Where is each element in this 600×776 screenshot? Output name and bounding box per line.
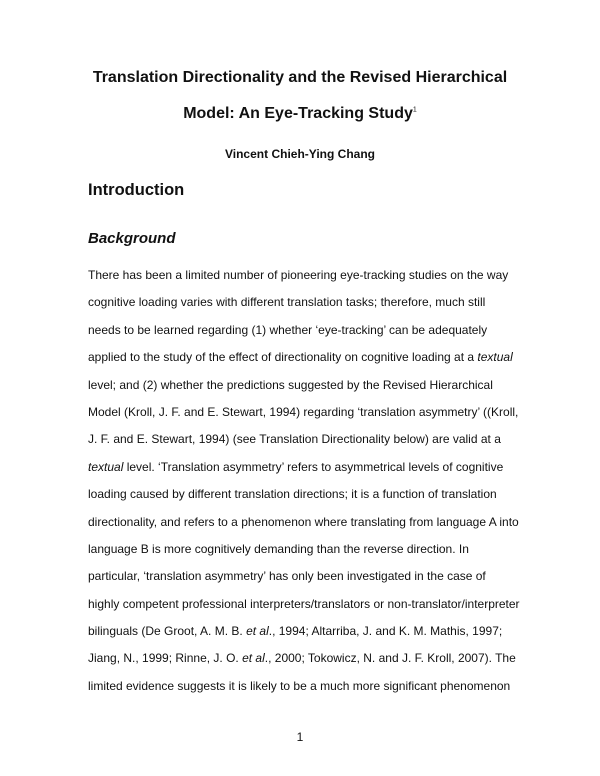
section-heading: Introduction (88, 181, 185, 199)
text-run: J. F. and E. Stewart, 1994) (see Translation Directionality below) are valid at a (88, 432, 501, 447)
body-line (88, 289, 528, 316)
body-line (88, 563, 528, 590)
text-run: highly competent professional interpreters/translators or non-translator/interpreter (88, 596, 520, 611)
body-line (88, 454, 528, 481)
text-run: bilinguals (De Groot, A. M. B. (88, 624, 247, 639)
body-line (88, 372, 528, 399)
text-run: ., 2000; Tokowicz, N. and J. F. Kroll, 2007). The (264, 651, 516, 666)
body-line (88, 645, 528, 672)
body-line (88, 481, 528, 508)
text-run: Model (Kroll, J. F. and E. Stewart, 1994) regarding ‘translation asymmetry’ ((Kroll, (88, 404, 519, 419)
body-line (88, 262, 528, 289)
body-line (88, 536, 528, 563)
subsection-heading: Background (88, 230, 176, 247)
italic-text: textual (477, 350, 513, 365)
italic-text: et al (242, 651, 265, 666)
text-run: directionality, and refers to a phenomenon where translating from language A into (88, 514, 519, 529)
page-number: 1 (296, 730, 304, 744)
text-run: particular, ‘translation asymmetry’ has only been investigated in the case of (88, 569, 486, 584)
text-run: There has been a limited number of pioneering eye-tracking studies on the way (88, 268, 509, 282)
text-run: language B is more cognitively demanding than the reverse direction. In (88, 541, 469, 556)
text-run: limited evidence suggests it is likely to be a much more significant phenomenon (88, 678, 511, 693)
italic-text: textual (88, 459, 124, 474)
text-run: cognitive loading varies with different translation tasks; therefore, much still (88, 295, 486, 310)
body-line (88, 509, 528, 536)
italic-text: et al (246, 624, 269, 639)
body-line (88, 344, 528, 371)
body-line (88, 591, 528, 618)
footnote-mark[interactable]: 1 (412, 106, 417, 114)
body-paragraph (88, 262, 528, 700)
author-name: Vincent Chieh-Ying Chang (224, 147, 375, 161)
body-line (88, 426, 528, 453)
text-run: level. ‘Translation asymmetry’ refers to asymmetrical levels of cognitive (123, 459, 504, 474)
text-run: needs to be learned regarding (1) whether ‘eye-tracking’ can be adequately (88, 322, 488, 337)
body-line (88, 399, 528, 426)
body-line (88, 618, 528, 645)
body-line (88, 673, 528, 700)
body-line (88, 317, 528, 344)
text-run: level; and (2) whether the predictions suggested by the Revised Hierarchical (88, 377, 493, 392)
text-run: applied to the study of the effect of directionality on cognitive loading at a (88, 350, 478, 365)
paper-title-line-1: Translation Directionality and the Revised Hierarchical (92, 69, 508, 86)
paper-title-line-2-text: Model: An Eye-Tracking Study (183, 105, 413, 122)
text-run: Jiang, N., 1999; Rinne, J. O. (88, 651, 243, 666)
paper-title-line-2 (0, 105, 600, 123)
text-run: ., 1994; Altarriba, J. and K. M. Mathis, 1997; (268, 624, 503, 639)
text-run: loading caused by different translation directions; it is a function of translation (88, 487, 497, 502)
